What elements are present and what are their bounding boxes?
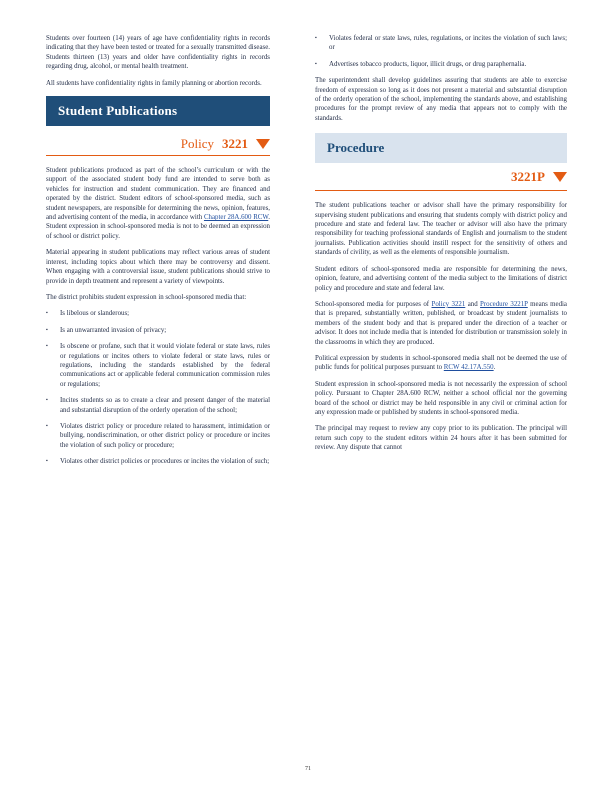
policy-heading [46, 132, 270, 156]
list-item: ▪ Advertises tobacco products, liquor, illicit drugs, or drug paraphernalia. [315, 60, 527, 68]
procedure-banner [315, 133, 567, 163]
list-item: ▪ Is libelous or slanderous; [46, 310, 130, 318]
triangle-down-icon [553, 172, 567, 182]
bullet-icon: ▪ [46, 311, 48, 317]
policy-paragraph-3: The district prohibits student expression in school-sponsored media that: [46, 293, 247, 301]
policy-code: 3221 [222, 135, 248, 151]
procedure-title: Procedure [327, 140, 385, 156]
procedure-paragraph-4: Political expression by students in school-sponsored media shall not be deemed the use of public funds for political purposes pursuant to RCW 42.17A.550. [315, 354, 567, 372]
list-item: ▪ Is an unwarranted invasion of privacy; [46, 326, 167, 334]
procedure-paragraph-3: School-sponsored media for purposes of Policy 3221 and Procedure 3221P means media that is prepared, substantially written, published, or broadcast by student journalists to members of the student body and that is prepared under the direction of a teacher or advisor. It does not include media that is intended for distribution or transmission solely in the classrooms in which they are produced. [315, 300, 567, 346]
confidentiality-paragraph: Students over fourteen (14) years of age have confidentiality rights in records indicating that they have been tested or treated for a sexually transmitted disease. Students thirteen (13) years and older have confidentiality rights in records regarding drug, alcohol, or mental health treatment. [46, 35, 270, 71]
page-number: 71 [305, 766, 311, 772]
policy-label: Policy [180, 135, 214, 151]
procedure-code: 3221P [511, 169, 545, 185]
policy-paragraph-2: Material appearing in student publications may reflect various areas of student interest, including topics about which there may be controversy and dissent. When engaging with a controversial issue, student publications should strive to provide in depth treatment and represent a variety of viewpoints. [46, 249, 270, 285]
policy-paragraph-1: Student publications produced as part of the school’s curriculum or with the support of the associated student body fund are intended to serve both as vehicles for instruction and student communication. They are financed and operated by the district. Student editors of school-sponsored media, such as student newspapers, are responsible for determining the news, opinion, features, and advertising content of the media, in accordance with Chapter 28A.600 RCW. Student expression in school-sponsored media is not to be deemed an expression of school or district policy. [46, 167, 270, 240]
section-title: Student Publications [58, 103, 178, 119]
section-title-banner [46, 96, 270, 126]
bullet-icon: ▪ [46, 398, 48, 404]
procedure-heading [315, 163, 567, 191]
left-column [46, 34, 270, 474]
bullet-icon: ▪ [46, 459, 48, 465]
bullet-icon: ▪ [315, 36, 317, 41]
bullet-icon: ▪ [315, 61, 317, 67]
procedure-paragraph-6: The principal may request to review any copy prior to its publication. The principal will return such copy to the student editors within 24 hours after it has been submitted for review. Any dispute that cannot [315, 425, 567, 452]
procedure-paragraph-1: The student publications teacher or advisor shall have the primary responsibility for supervising student publications and ensuring that students comply with district policy and procedure and state and federal law. The teacher or advisor will also have the primary responsibility for teaching professional standards of English and journalism to the student journalists. Publication activities should instill respect for the sensitivity of others and standards of civility, as well as the elements of responsible journalism. [315, 202, 567, 257]
policy-3221-link[interactable]: Policy 3221 [431, 300, 466, 308]
rcw-42-17a-550-link[interactable]: RCW 42.17A.550 [443, 364, 494, 372]
list-item: ▪ Violates district policy or procedure related to harassment, intimidation or bullying, nondiscrimination, or other district policy or procedure or incites the violation of such policy or procedure; [46, 422, 270, 449]
list-item: ▪ Violates federal or state laws, rules, regulations, or incites the violation of such laws; or [315, 35, 567, 52]
procedure-paragraph-2: Student editors of school-sponsored media are responsible for determining the news, opinion, feature, and advertising content of the media subject to the limitations of district policy and procedure and state and federal law. [315, 265, 567, 292]
list-item: ▪ Violates other district policies or procedures or incites the violation of such; [46, 458, 270, 466]
bullet-icon: ▪ [46, 344, 48, 350]
procedure-paragraph-5: Student expression in school-sponsored media is not necessarily the expression of school policy. Pursuant to Chapter 28A.600 RCW, neither a school official nor the governing board of the school or district may be held responsible in any civil or criminal action for any expression made or published by students in school-sponsored media. [315, 380, 567, 416]
right-column [315, 34, 567, 460]
list-item: ▪ Incites students so as to create a clear and present danger of the material and substantial disruption of the orderly operation of the school; [46, 397, 270, 414]
chapter-28a600-link[interactable]: Chapter 28A.600 RCW [203, 214, 269, 222]
family-planning-paragraph: All students have confidentiality rights in family planning or abortion records. [46, 79, 262, 87]
procedure-3221p-link[interactable]: Procedure 3221P [480, 300, 528, 308]
triangle-down-icon [256, 139, 270, 149]
superintendent-paragraph: The superintendent shall develop guidelines assuring that students are able to exercise freedom of expression so long as it does not present a material and substantial disruption of the orderly operation of the school, implementing the standards above, and establishing procedures for the prompt review of any media that appears not to comply with the standards. [315, 77, 567, 122]
bullet-icon: ▪ [46, 423, 48, 429]
list-item: ▪ Is obscene or profane, such that it would violate federal or state laws, rules or regulations or incites others to violate federal or state laws, rules or regulations, including the standards established by the federal communications act or applicable federal communication commission rules or regulations; [46, 343, 270, 388]
bullet-icon: ▪ [46, 327, 48, 333]
